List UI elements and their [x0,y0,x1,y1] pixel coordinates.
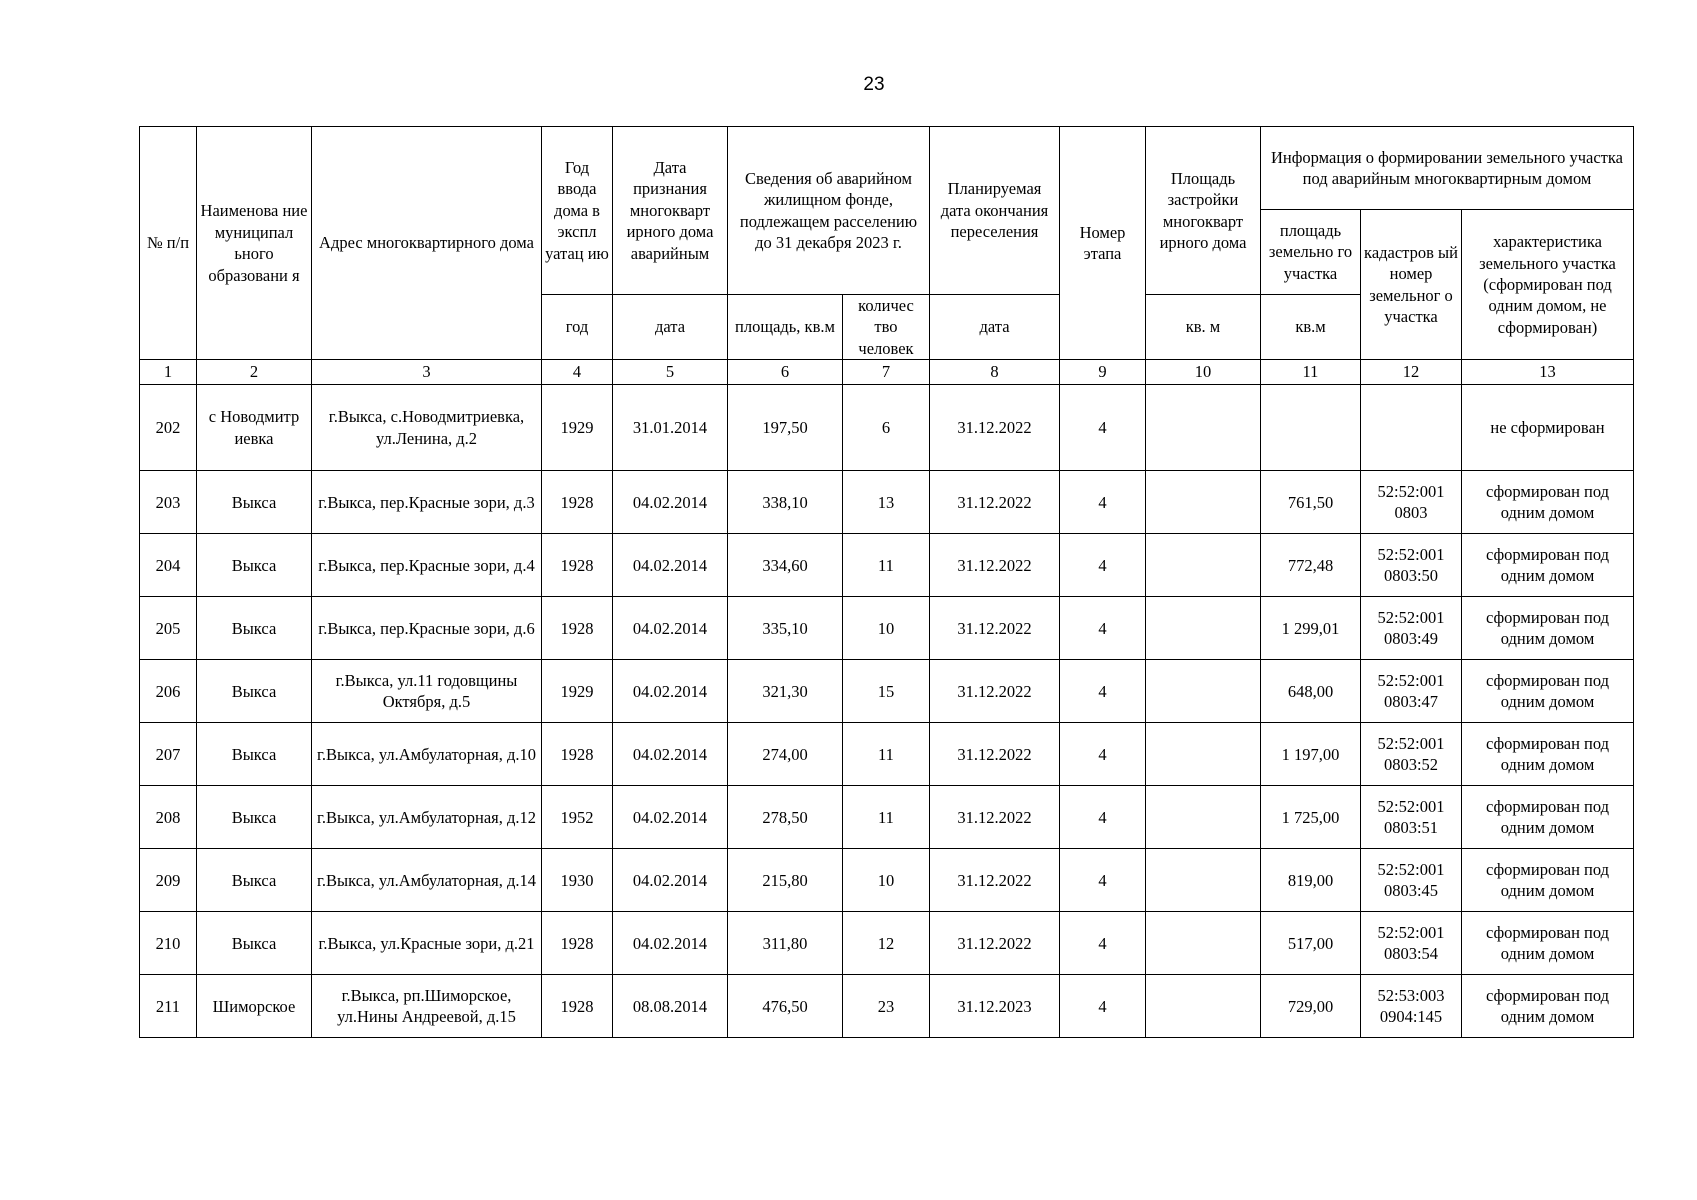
cell-recognition-date: 04.02.2014 [613,912,728,975]
table-row [140,912,1634,975]
unit-year: год [542,295,613,360]
cell-cadastral: 52:52:001 0803:52 [1361,723,1462,786]
column-number: 2 [197,360,312,385]
cell-stage: 4 [1060,534,1146,597]
cell-municipality: Выкса [197,660,312,723]
unit-plan-date: дата [930,295,1060,360]
cell-area: 278,50 [728,786,843,849]
cell-land-area: 1 299,01 [1261,597,1361,660]
cell-year: 1929 [542,660,613,723]
cell-cadastral: 52:52:001 0803:54 [1361,912,1462,975]
cell-built-area [1146,534,1261,597]
cell-stage: 4 [1060,385,1146,471]
cell-area: 321,30 [728,660,843,723]
cell-land-characteristic: сформирован под одним домом [1462,912,1634,975]
header-land-area: площадь земельно го участка [1261,210,1361,295]
cell-row-number: 207 [140,723,197,786]
cell-built-area [1146,912,1261,975]
unit-people: количес тво человек [843,295,930,360]
cell-address: г.Выкса, пер.Красные зори, д.4 [312,534,542,597]
cell-municipality: Выкса [197,723,312,786]
cell-municipality: Выкса [197,786,312,849]
cell-planned-date: 31.12.2022 [930,786,1060,849]
cell-land-characteristic: сформирован под одним домом [1462,471,1634,534]
column-number: 9 [1060,360,1146,385]
cell-land-area [1261,385,1361,471]
table-body [140,385,1634,1038]
cell-land-area: 819,00 [1261,849,1361,912]
cell-address: г.Выкса, ул.Амбулаторная, д.12 [312,786,542,849]
cell-built-area [1146,471,1261,534]
cell-people: 23 [843,975,930,1038]
cell-people: 6 [843,385,930,471]
cell-address: г.Выкса, ул.Амбулаторная, д.14 [312,849,542,912]
cell-area: 197,50 [728,385,843,471]
header-address: Адрес многоквартирного дома [312,127,542,360]
cell-planned-date: 31.12.2022 [930,385,1060,471]
table-row [140,723,1634,786]
cell-land-characteristic: не сформирован [1462,385,1634,471]
cell-row-number: 203 [140,471,197,534]
header-num: № п/п [140,127,197,360]
cell-stage: 4 [1060,975,1146,1038]
cell-municipality: Выкса [197,849,312,912]
cell-stage: 4 [1060,660,1146,723]
unit-land-area: кв.м [1261,295,1361,360]
cell-address: г.Выкса, рп.Шиморское, ул.Нины Андреевой, д.15 [312,975,542,1038]
cell-land-characteristic: сформирован под одним домом [1462,660,1634,723]
table-row [140,534,1634,597]
cell-address: г.Выкса, ул.Амбулаторная, д.10 [312,723,542,786]
cell-stage: 4 [1060,786,1146,849]
cell-built-area [1146,975,1261,1038]
cell-land-characteristic: сформирован под одним домом [1462,597,1634,660]
cell-year: 1929 [542,385,613,471]
cell-row-number: 209 [140,849,197,912]
cell-built-area [1146,660,1261,723]
cell-area: 311,80 [728,912,843,975]
cell-planned-date: 31.12.2022 [930,471,1060,534]
header-municipality: Наименова ние муниципал ьного образовани я [197,127,312,360]
cell-cadastral [1361,385,1462,471]
cell-row-number: 211 [140,975,197,1038]
cell-area: 476,50 [728,975,843,1038]
cell-cadastral: 52:52:001 0803:50 [1361,534,1462,597]
cell-stage: 4 [1060,723,1146,786]
cell-municipality: с Новодмитр иевка [197,385,312,471]
cell-recognition-date: 04.02.2014 [613,849,728,912]
table-row [140,471,1634,534]
cell-land-characteristic: сформирован под одним домом [1462,534,1634,597]
column-number: 4 [542,360,613,385]
cell-year: 1928 [542,534,613,597]
cell-recognition-date: 04.02.2014 [613,660,728,723]
cell-address: г.Выкса, пер.Красные зори, д.6 [312,597,542,660]
cell-planned-date: 31.12.2022 [930,723,1060,786]
cell-year: 1928 [542,975,613,1038]
table-row [140,849,1634,912]
cell-address: г.Выкса, с.Новодмитриевка, ул.Ленина, д.2 [312,385,542,471]
table-row [140,975,1634,1038]
header-land-characteristic: характеристика земельного участка (сформирован под одним домом, не сформирован) [1462,210,1634,360]
table-row [140,660,1634,723]
cell-year: 1928 [542,597,613,660]
cell-planned-date: 31.12.2022 [930,534,1060,597]
cell-land-area: 1 725,00 [1261,786,1361,849]
cell-recognition-date: 04.02.2014 [613,723,728,786]
cell-cadastral: 52:52:001 0803:47 [1361,660,1462,723]
cell-row-number: 202 [140,385,197,471]
column-number: 6 [728,360,843,385]
page-number: 23 [863,74,885,95]
table-row [140,385,1634,471]
cell-people: 11 [843,786,930,849]
cell-land-area: 648,00 [1261,660,1361,723]
cell-year: 1930 [542,849,613,912]
header-year: Год ввода дома в экспл уатац ию [542,127,613,295]
cell-built-area [1146,385,1261,471]
cell-recognition-date: 31.01.2014 [613,385,728,471]
cell-year: 1928 [542,471,613,534]
cell-cadastral: 52:52:001 0803:49 [1361,597,1462,660]
header-built-area: Площадь застройки многокварт ирного дома [1146,127,1261,295]
cell-year: 1928 [542,723,613,786]
cell-address: г.Выкса, ул.Красные зори, д.21 [312,912,542,975]
cell-row-number: 206 [140,660,197,723]
cell-area: 215,80 [728,849,843,912]
cell-people: 12 [843,912,930,975]
header-cadastral: кадастров ый номер земельног о участка [1361,210,1462,360]
cell-planned-date: 31.12.2022 [930,660,1060,723]
column-number: 10 [1146,360,1261,385]
cell-area: 334,60 [728,534,843,597]
cell-land-area: 517,00 [1261,912,1361,975]
cell-year: 1952 [542,786,613,849]
cell-recognition-date: 04.02.2014 [613,471,728,534]
cell-people: 11 [843,723,930,786]
column-number: 8 [930,360,1060,385]
unit-built-area: кв. м [1146,295,1261,360]
header-planned-date: Планируемая дата окончания переселения [930,127,1060,295]
cell-people: 10 [843,849,930,912]
cell-row-number: 205 [140,597,197,660]
column-number: 12 [1361,360,1462,385]
cell-land-characteristic: сформирован под одним домом [1462,975,1634,1038]
column-numbers-row [140,360,1634,385]
cell-address: г.Выкса, ул.11 годовщины Октября, д.5 [312,660,542,723]
unit-area: площадь, кв.м [728,295,843,360]
cell-area: 338,10 [728,471,843,534]
cell-built-area [1146,723,1261,786]
cell-built-area [1146,786,1261,849]
cell-row-number: 204 [140,534,197,597]
cell-land-area: 1 197,00 [1261,723,1361,786]
cell-planned-date: 31.12.2023 [930,975,1060,1038]
column-number: 7 [843,360,930,385]
cell-cadastral: 52:53:003 0904:145 [1361,975,1462,1038]
cell-land-area: 772,48 [1261,534,1361,597]
unit-date: дата [613,295,728,360]
cell-planned-date: 31.12.2022 [930,912,1060,975]
cell-land-area: 729,00 [1261,975,1361,1038]
cell-municipality: Выкса [197,471,312,534]
cell-recognition-date: 04.02.2014 [613,534,728,597]
cell-built-area [1146,597,1261,660]
cell-stage: 4 [1060,471,1146,534]
cell-recognition-date: 08.08.2014 [613,975,728,1038]
cell-land-characteristic: сформирован под одним домом [1462,723,1634,786]
cell-municipality: Выкса [197,912,312,975]
column-number: 3 [312,360,542,385]
header-recognition-date: Дата признания многокварт ирного дома аварийным [613,127,728,295]
cell-municipality: Выкса [197,597,312,660]
cell-people: 13 [843,471,930,534]
cell-land-characteristic: сформирован под одним домом [1462,786,1634,849]
column-number: 11 [1261,360,1361,385]
table-row [140,786,1634,849]
cell-stage: 4 [1060,849,1146,912]
cell-people: 11 [843,534,930,597]
cell-cadastral: 52:52:001 0803:51 [1361,786,1462,849]
table-row [140,597,1634,660]
cell-municipality: Выкса [197,534,312,597]
table-header [140,127,1634,385]
cell-area: 274,00 [728,723,843,786]
cell-stage: 4 [1060,597,1146,660]
cell-row-number: 208 [140,786,197,849]
column-number: 1 [140,360,197,385]
cell-row-number: 210 [140,912,197,975]
cell-cadastral: 52:52:001 0803 [1361,471,1462,534]
cell-address: г.Выкса, пер.Красные зори, д.3 [312,471,542,534]
column-number: 5 [613,360,728,385]
cell-cadastral: 52:52:001 0803:45 [1361,849,1462,912]
header-emergency-info: Сведения об аварийном жилищном фонде, подлежащем расселению до 31 декабря 2023 г. [728,127,930,295]
column-number: 13 [1462,360,1634,385]
cell-planned-date: 31.12.2022 [930,849,1060,912]
cell-area: 335,10 [728,597,843,660]
emergency-housing-table [139,126,1634,1038]
cell-planned-date: 31.12.2022 [930,597,1060,660]
cell-people: 10 [843,597,930,660]
header-stage: Номер этапа [1060,127,1146,360]
header-land-info: Информация о формировании земельного участка под аварийным многоквартирным домом [1261,127,1634,210]
cell-recognition-date: 04.02.2014 [613,786,728,849]
cell-people: 15 [843,660,930,723]
cell-land-characteristic: сформирован под одним домом [1462,849,1634,912]
cell-year: 1928 [542,912,613,975]
cell-land-area: 761,50 [1261,471,1361,534]
cell-municipality: Шиморское [197,975,312,1038]
cell-recognition-date: 04.02.2014 [613,597,728,660]
cell-stage: 4 [1060,912,1146,975]
cell-built-area [1146,849,1261,912]
